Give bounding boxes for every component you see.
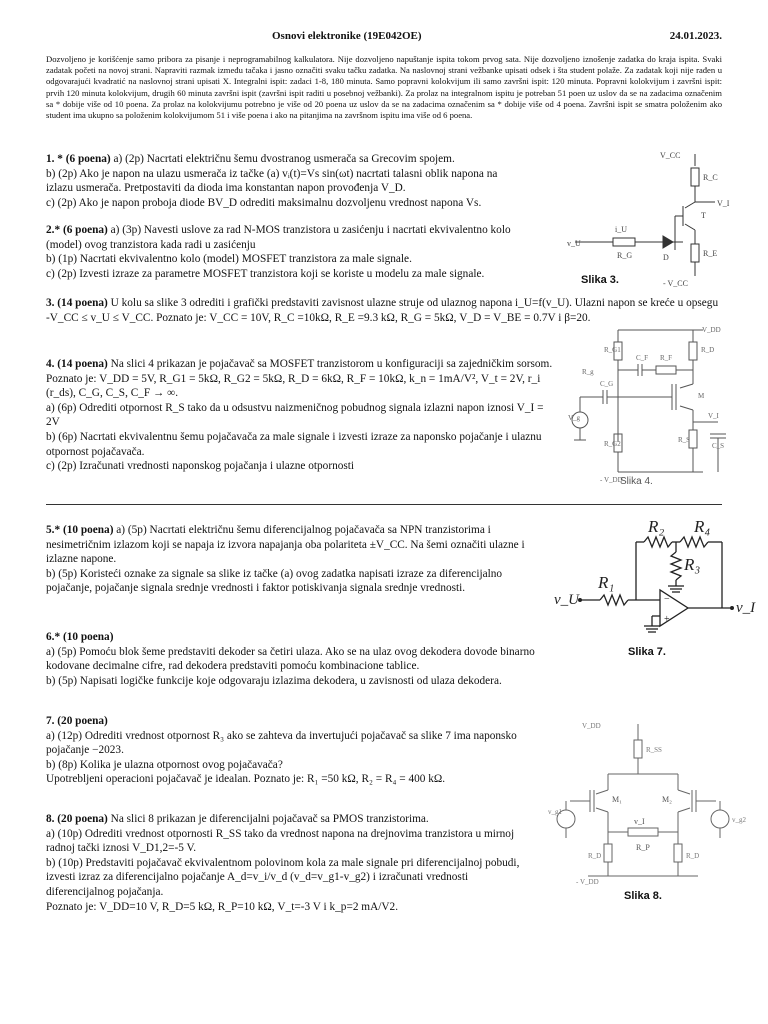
problem-4-head: 4. (14 poena) [46,358,108,370]
fig8-label-rp: R_P [636,843,650,852]
problem-5-b: b) (5p) Koristeći oznake za signale sa slike iz tačke (a) ovog zadatka napisati izraze za diferencijalno pojačanje, pojačanje signala srednje vrednosti i faktor potiskivanja signala srednje vrednosti. [46,567,503,595]
fig3-label-vu: v_U [567,239,581,248]
figure-3 [565,146,735,296]
problem-3 [46,296,722,325]
problem-7-c: Upotrebljeni operacioni pojačavač je idealan. Poznato je: R₁ =50 kΩ, R₂ = R₄ = 400 kΩ. [46,773,446,786]
fig7-label-r2: R₂ [648,517,665,536]
figure-4 [568,322,728,489]
fig3-label-d: D [663,253,669,262]
fig8-label-rss: R_SS [646,746,662,754]
problem-8-head: 8. (20 poena) [46,813,108,825]
problem-1-a: a) (2p) Nacrtati električnu šemu dvostranog usmerača sa Grecovim spojem. [113,153,455,165]
fig3-label-mvcc: - V_CC [663,279,688,288]
problem-7-a: a) (12p) Odrediti vrednost otpornost R₃ ako se zahteva da invertujući pojačavač sa slike 7 ima naponsko pojačanje −2023. [46,729,517,757]
fig8-label-m1: M₁ [612,795,622,804]
fig3-label-vcc: V_CC [660,151,681,160]
problem-5-a: a) (5p) Nacrtati električnu šemu diferencijalnog pojačavača sa NPN tranzistorima i nesimetričnim izlazom koji se napaja iz izvora napajanja oba polariteta ±V_CC. Na šemi označiti ulazne i izlazne napone. [46,524,525,566]
fig8-label-m2: M₂ [662,795,672,804]
problem-4-c: c) (2p) Izračunati vrednosti naponskog pojačanja i ulazne otpornosti [46,460,355,473]
fig7-label-r4: R₄ [694,517,711,536]
problem-6-head: 6.* (10 poena) [46,631,114,643]
fig4-label-cs: C_S [712,442,725,450]
fig7-label-vu: v_U [554,592,579,608]
problem-3-text: U kolu sa slike 3 odrediti i grafički predstaviti zavisnost ulazne struje od ulaznog napona i_U=f(v_U). Ulazni napon se kreće u opsegu -V_CC ≤ v_U ≤ V_CC. Poznato je: V_CC = 10V, R_C =10kΩ, R_E =9.3 kΩ, R_G = 5kΩ, V_D = V_BE = 0.7V i β=20. [46,297,719,324]
problem-6-b: b) (5p) Napisati logičke funkcije koje odgovaraju izlazima dekodera, u zavisnosti od ulaza dekodera. [46,674,502,687]
fig3-label-rc: R_C [703,173,718,182]
fig4-label-rg: R_g [582,368,594,376]
problem-8-c: Poznato je: V_DD=10 V, R_D=5 kΩ, R_P=10 kΩ, V_t=-3 V i k_p=2 mA/V2. [46,900,399,913]
problem-1-head: 1. * (6 poena) [46,153,111,165]
fig4-label-m: M [698,392,705,400]
figure-3-circuit [565,146,735,291]
header [46,30,722,46]
fig4-label-mvdd: - V_DD [600,476,623,484]
fig8-label-rd2: R_D [686,852,700,860]
problem-5-head: 5.* (10 poena) [46,524,114,536]
fig4-label-vg: V_g [568,414,581,422]
fig7-label-vi: v_I [736,600,756,616]
exam-date: 24.01.2023. [669,30,722,42]
problem-8-b: b) (10p) Predstaviti pojačavač ekvivalentnom polovinom kola za male signale pri diferencijalnoj pobudi, izvesti izraz za diferencijalno pojačanje A_d=v_i/v_d (v_d=v_g1-v_g2) i izračunati vrednosti diferencijalnog pojačanja. [46,856,520,898]
fig8-label-mvdd: - V_DD [576,878,599,886]
figure-8 [548,714,758,902]
svg-text:−: − [664,594,670,605]
problem-7-b: b) (8p) Kolika je ulazna otpornost ovog pojačavača? [46,758,283,771]
fig4-label-rg2: R_G2 [604,440,621,448]
exam-rules: Dozvoljeno je korišćenje samo pribora za pisanje i neprogramabilnog kalkulatora. Nije dozvoljeno napuštanje ispita tokom prvog sata. Nije dozvoljeno iznošenje zadatka do kraja ispita. Svaki zadatak početi na novoj strani. Napraviti razmak između tačaka i jasno označiti svaku tačku zadatka. Na naslovnoj strani vežbanke upisati odsek i šta student polaže. Za zadatak koji nije rađen u odgovarajući kvadratić na naslovnoj strani upisati X. Integralni ispit: zadaci 1-8, 180 minuta. Samo popravni kolokvijum ili samo završni ispit: 120 minuta. Popravni kolokvijum i završni ispit: prvih 120 minuta kolokvijum, drugih 60 minuta završni ispit (završni ispit raditi u posebnoj vežbanki). Za prolaz na integralnom ispitu je potreban 51 poen uz uslov da se na zadacima označenim sa * dobije više od 10 poena. Za prolaz na kolokvijumu potrebno je više od 20 poena uz uslov da se na zadacima označenim sa * dobije više od 4 poena. Završni ispit se smatra položenim ako student ima ukupno sa položenim kolokvijumom 51 i više poena i ako na pitanjima na završnom ispitu ima više od 6 poena. [46,54,722,121]
problem-8 [46,812,526,914]
fig4-label-cf: C_F [636,354,649,362]
figure-8-caption: Slika 8. [624,890,662,902]
fig3-label-vi: V_I [717,199,730,208]
fig4-label-vi: V_I [708,412,719,420]
fig8-label-rd1: R_D [588,852,602,860]
fig3-label-rg: R_G [617,251,633,260]
figure-7 [552,512,762,658]
fig7-label-r1: R₁ [598,573,615,592]
fig4-label-rs: R_S [678,436,691,444]
fig7-label-r3: R₃ [684,555,701,574]
fig3-label-iu: i_U [615,225,627,234]
fig3-label-t: T [701,211,706,220]
fig4-label-rd: R_D [701,346,715,354]
problem-4-a: a) (6p) Odrediti otpornost R_S tako da u odsustvu naizmeničnog pobudnog signala izlazni napon iznosi V_I = 2V [46,401,544,429]
problem-7 [46,714,526,787]
problem-6-a: a) (5p) Pomoću blok šeme predstaviti dekoder sa četiri ulaza. Ako se na ulaz ovog dekodera dovode binarno kodovane decimalne cifre, rad dekodera predstaviti pomoću kombinacione tablice. [46,645,535,673]
problem-2-b: b) (1p) Nacrtati ekvivalentno kolo (model) MOSFET tranzistora za male signale. [46,253,412,266]
fig4-label-rg1: R_G1 [604,346,621,354]
fig4-label-cg: C_G [600,380,614,388]
figure-4-circuit [568,322,728,484]
problem-5 [46,523,546,596]
figure-8-circuit [548,714,758,894]
problem-6 [46,630,576,688]
fig4-label-vdd: V_DD [702,326,721,334]
problem-7-head: 7. (20 poena) [46,715,108,727]
fig3-label-re: R_E [703,249,718,258]
problem-4-b: b) (6p) Nacrtati ekvivalentnu šemu pojačavača za male signale i izvesti izraze za naponsko pojačanje i ulaznu otpornost pojačavača. [46,430,542,458]
problem-2-head: 2.* (6 poena) [46,224,108,236]
problem-1 [46,152,521,210]
problem-4 [46,357,554,474]
problem-4-text: Na slici 4 prikazan je pojačavač sa MOSFET tranzistorom u konfiguraciji sa zajedničkim sorsom. Poznato je: V_DD = 5V, R_G1 = 5kΩ, R_G2 = 5kΩ, R_D = 6kΩ, R_F = 10kΩ, k_n = 1mA/V², V_t = 2V, r_i (r_ds), C_G, C_S, C_F → ∞. [46,358,553,400]
problem-1-b: b) (2p) Ako je napon na ulazu usmerača iz tačke (a) vᵢ(t)=Vs sin(ωt) nacrtati talasni oblik napona na izlazu usmerača. Pretpostaviti da dioda ima konstantan napon provođenja V_D. [46,167,498,195]
problem-2-c: c) (2p) Izvesti izraze za parametre MOSFET tranzistora koji se koriste u modelu za male signale. [46,267,485,280]
problem-8-intro: Na slici 8 prikazan je diferencijalni pojačavač sa PMOS tranzistorima. [110,813,429,825]
figure-7-circuit [552,512,762,642]
figure-7-caption: Slika 7. [628,646,666,658]
fig8-label-vdd: V_DD [582,722,601,730]
problem-8-a: a) (10p) Odrediti vrednost otpornosti R_SS tako da vrednost napona na drejnovima tranzistora u mirnoj radnoj tački iznosi V_D1,2=-5 V. [46,827,515,855]
fig4-label-rf: R_F [660,354,673,362]
svg-text:+: + [664,614,670,625]
section-divider [46,504,722,505]
problem-3-head: 3. (14 poena) [46,297,108,309]
fig8-label-vg1: v_g1 [548,808,562,816]
problem-2-a: a) (3p) Navesti uslove za rad N-MOS tranzistora u zasićenju i nacrtati ekvivalentno kolo (model) ovog tranzistora kada radi u zasićenju [46,224,511,251]
problem-1-c: c) (2p) Ako je napon proboja diode BV_D odrediti maksimalnu dozvoljenu vrednost napona Vs. [46,196,482,209]
figure-3-caption: Slika 3. [581,274,619,286]
problem-2 [46,223,521,281]
exam-title: Osnovi elektronike (19E042OE) [272,30,422,42]
figure-4-caption: Slika 4. [620,476,653,487]
fig8-label-vg2: v_g2 [732,816,746,824]
fig8-label-vi: v_I [634,817,645,826]
